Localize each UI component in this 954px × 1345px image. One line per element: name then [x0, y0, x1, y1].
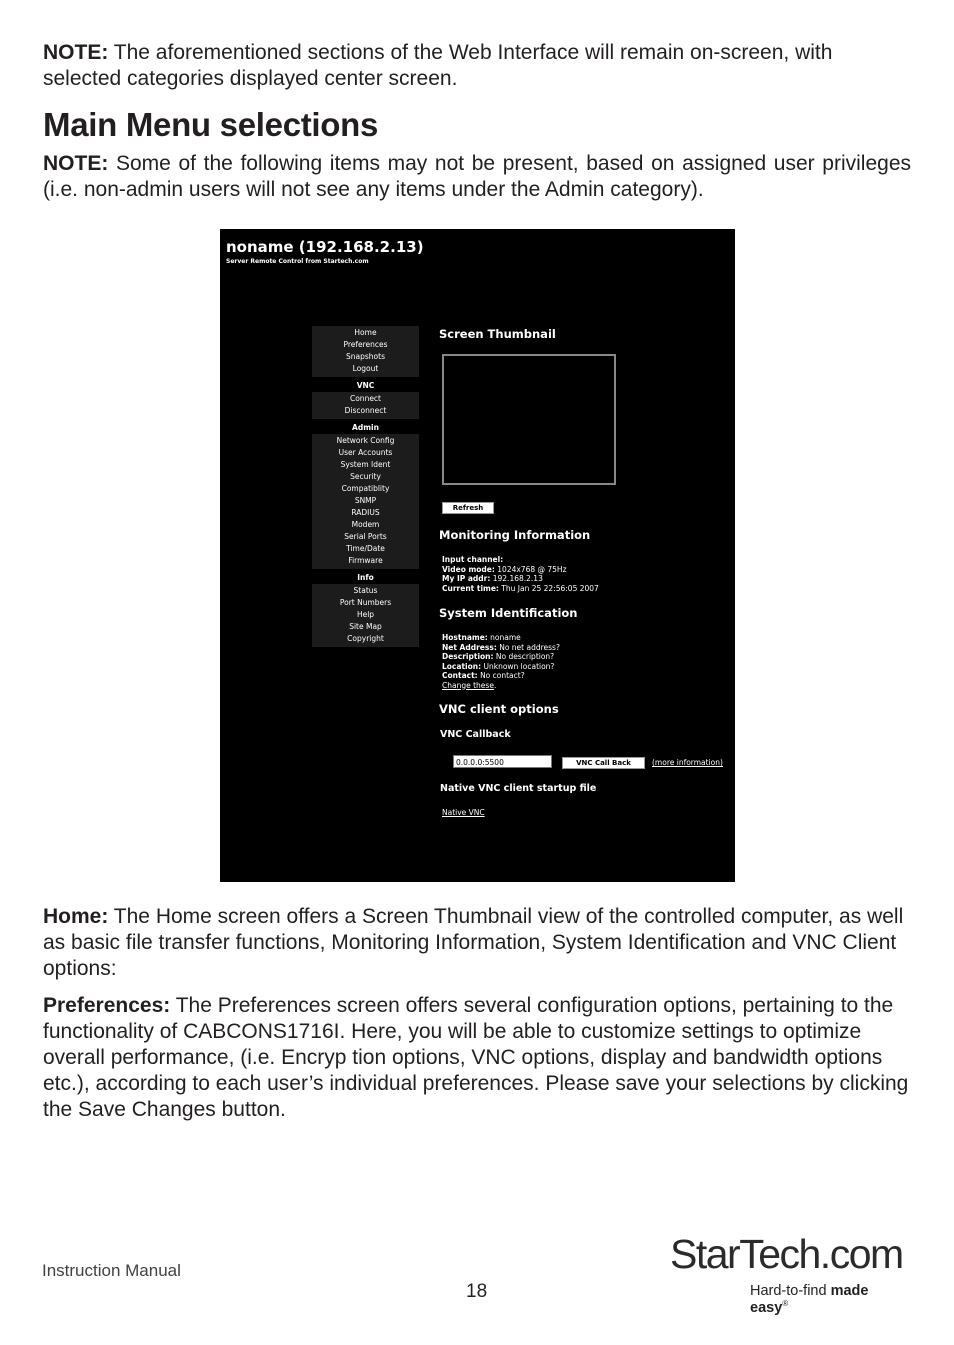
tagline-bold: made easy	[750, 1283, 869, 1316]
intro-note-label: NOTE:	[43, 41, 109, 64]
menu-item-disconnect[interactable]: Disconnect	[344, 406, 387, 415]
system-id-label: Description:	[442, 652, 494, 661]
menu-item-snmp[interactable]: SNMP	[354, 496, 377, 505]
menu-item-network-config[interactable]: Network Config	[336, 436, 395, 445]
menu-item-logout[interactable]: Logout	[352, 364, 379, 373]
menu-item-port-numbers[interactable]: Port Numbers	[339, 598, 392, 607]
system-identification-title: System Identification	[439, 606, 578, 620]
menu-header-admin: Admin	[352, 423, 379, 432]
menu-item-home[interactable]: Home	[354, 328, 377, 337]
system-id-row	[442, 643, 560, 653]
monitoring-row	[442, 555, 599, 565]
system-id-value: Unknown location?	[481, 661, 555, 671]
logo-tagline	[750, 1283, 910, 1316]
monitoring-value: 192.168.2.13	[490, 574, 543, 583]
logo-wordmark: StarTech.com	[670, 1231, 903, 1277]
startech-logo	[670, 1230, 910, 1316]
menu-item-status[interactable]: Status	[353, 586, 378, 595]
screen-thumbnail	[442, 354, 616, 485]
vnc-client-options-title: VNC client options	[439, 702, 559, 716]
menu-header-info: Info	[357, 573, 374, 582]
monitoring-label: Video mode:	[442, 564, 495, 574]
vnc-callback-title: VNC Callback	[440, 729, 511, 740]
menu-item-snapshots[interactable]: Snapshots	[346, 352, 385, 361]
preferences-description	[43, 993, 911, 1123]
menu-item-site-map[interactable]: Site Map	[349, 622, 382, 631]
menu-item-firmware[interactable]: Firmware	[348, 556, 383, 565]
intro-note	[43, 40, 911, 92]
system-identification-info	[442, 633, 560, 690]
menu-header-vnc: VNC	[356, 381, 375, 390]
menu-item-copyright[interactable]: Copyright	[347, 634, 384, 643]
system-id-row	[442, 662, 560, 672]
refresh-button[interactable]: Refresh	[442, 502, 494, 514]
screen-thumbnail-title: Screen Thumbnail	[439, 327, 556, 341]
home-text: The Home screen offers a Screen Thumbnail view of the controlled computer, as well as basic file transfer functions, Monitoring Information, System Identification and VNC Client options:	[43, 905, 904, 980]
page-number: 18	[466, 1281, 488, 1302]
monitoring-label: Input channel:	[442, 555, 504, 564]
host-title: noname (192.168.2.13)	[226, 238, 424, 256]
native-vnc-title: Native VNC client startup file	[440, 783, 597, 794]
menu-item-modem[interactable]: Modem	[351, 520, 380, 529]
privilege-note	[43, 151, 911, 203]
more-information-link[interactable]: (more information)	[652, 758, 723, 767]
intro-note-text: The aforementioned sections of the Web Interface will remain on-screen, with selected categories displayed center screen.	[43, 41, 833, 90]
vnc-call-back-button[interactable]: VNC Call Back	[562, 757, 645, 769]
monitoring-row	[442, 584, 599, 594]
change-these-link[interactable]: Change these	[442, 680, 494, 690]
system-id-row	[442, 633, 560, 643]
menu-item-time-date[interactable]: Time/Date	[346, 544, 385, 553]
menu-item-user-accounts[interactable]: User Accounts	[338, 448, 393, 457]
system-id-label: Contact:	[442, 671, 478, 680]
monitoring-value: 1024x768 @ 75Hz	[494, 564, 567, 574]
monitoring-info	[442, 555, 599, 593]
system-id-value: No contact?	[477, 671, 525, 680]
host-subtitle: Server Remote Control from Startech.com	[226, 258, 369, 265]
menu-item-system-ident[interactable]: System Ident	[340, 460, 391, 469]
change-row	[442, 681, 560, 691]
privilege-note-text: Some of the following items may not be present, based on assigned user privileges (i.e. non-admin users will not see any items under the Admin category).	[43, 152, 911, 201]
page-heading: Main Menu selections	[43, 106, 379, 143]
menu-group-vnc	[312, 392, 419, 419]
footer-manual-label: Instruction Manual	[42, 1261, 181, 1280]
system-id-value: No description?	[493, 652, 555, 661]
system-id-row	[442, 671, 560, 681]
system-id-label: Location:	[442, 661, 482, 671]
native-vnc-link[interactable]: Native VNC	[442, 808, 485, 817]
menu-item-serial-ports[interactable]: Serial Ports	[344, 532, 387, 541]
menu-group-top	[312, 326, 419, 377]
system-id-row	[442, 652, 560, 662]
system-id-label: Net Address:	[442, 642, 497, 652]
system-id-label: Hostname:	[442, 633, 488, 642]
menu-item-security[interactable]: Security	[350, 472, 381, 481]
registered-mark: ®	[782, 1299, 789, 1308]
home-label: Home:	[43, 905, 109, 928]
menu-item-compatibility[interactable]: Compatiblity	[341, 484, 390, 493]
monitoring-label: Current time:	[442, 583, 499, 593]
menu-item-preferences[interactable]: Preferences	[343, 340, 388, 349]
monitoring-row	[442, 574, 599, 584]
tagline-plain: Hard-to-find	[750, 1283, 831, 1299]
main-menu	[312, 326, 419, 647]
menu-group-admin	[312, 434, 419, 569]
monitoring-row	[442, 565, 599, 575]
menu-item-help[interactable]: Help	[356, 610, 375, 619]
menu-item-radius[interactable]: RADIUS	[351, 508, 380, 517]
menu-item-connect[interactable]: Connect	[349, 394, 381, 403]
preferences-text: The Preferences screen offers several configuration options, pertaining to the functionality of CABCONS1716I. Here, you will be able to customize settings to optimize overall performance, (i.e. Encryp tion options, VNC options, display and bandwidth options etc.), according to each user’s individual preferences. Please save your selections by clicking the Save Changes button.	[43, 994, 909, 1121]
home-description	[43, 904, 911, 982]
change-suffix: .	[493, 680, 497, 690]
web-interface-screenshot	[220, 229, 735, 882]
menu-group-info	[312, 584, 419, 647]
monitoring-value: Thu Jan 25 22:56:05 2007	[498, 583, 599, 593]
system-id-value: No net address?	[496, 642, 560, 652]
monitoring-label: My IP addr:	[442, 574, 491, 583]
privilege-note-label: NOTE:	[43, 152, 109, 175]
monitoring-title: Monitoring Information	[439, 528, 591, 542]
system-id-value: noname	[487, 633, 521, 642]
callback-address-input[interactable]: 0.0.0.0:5500	[453, 755, 552, 768]
preferences-label: Preferences:	[43, 994, 171, 1017]
